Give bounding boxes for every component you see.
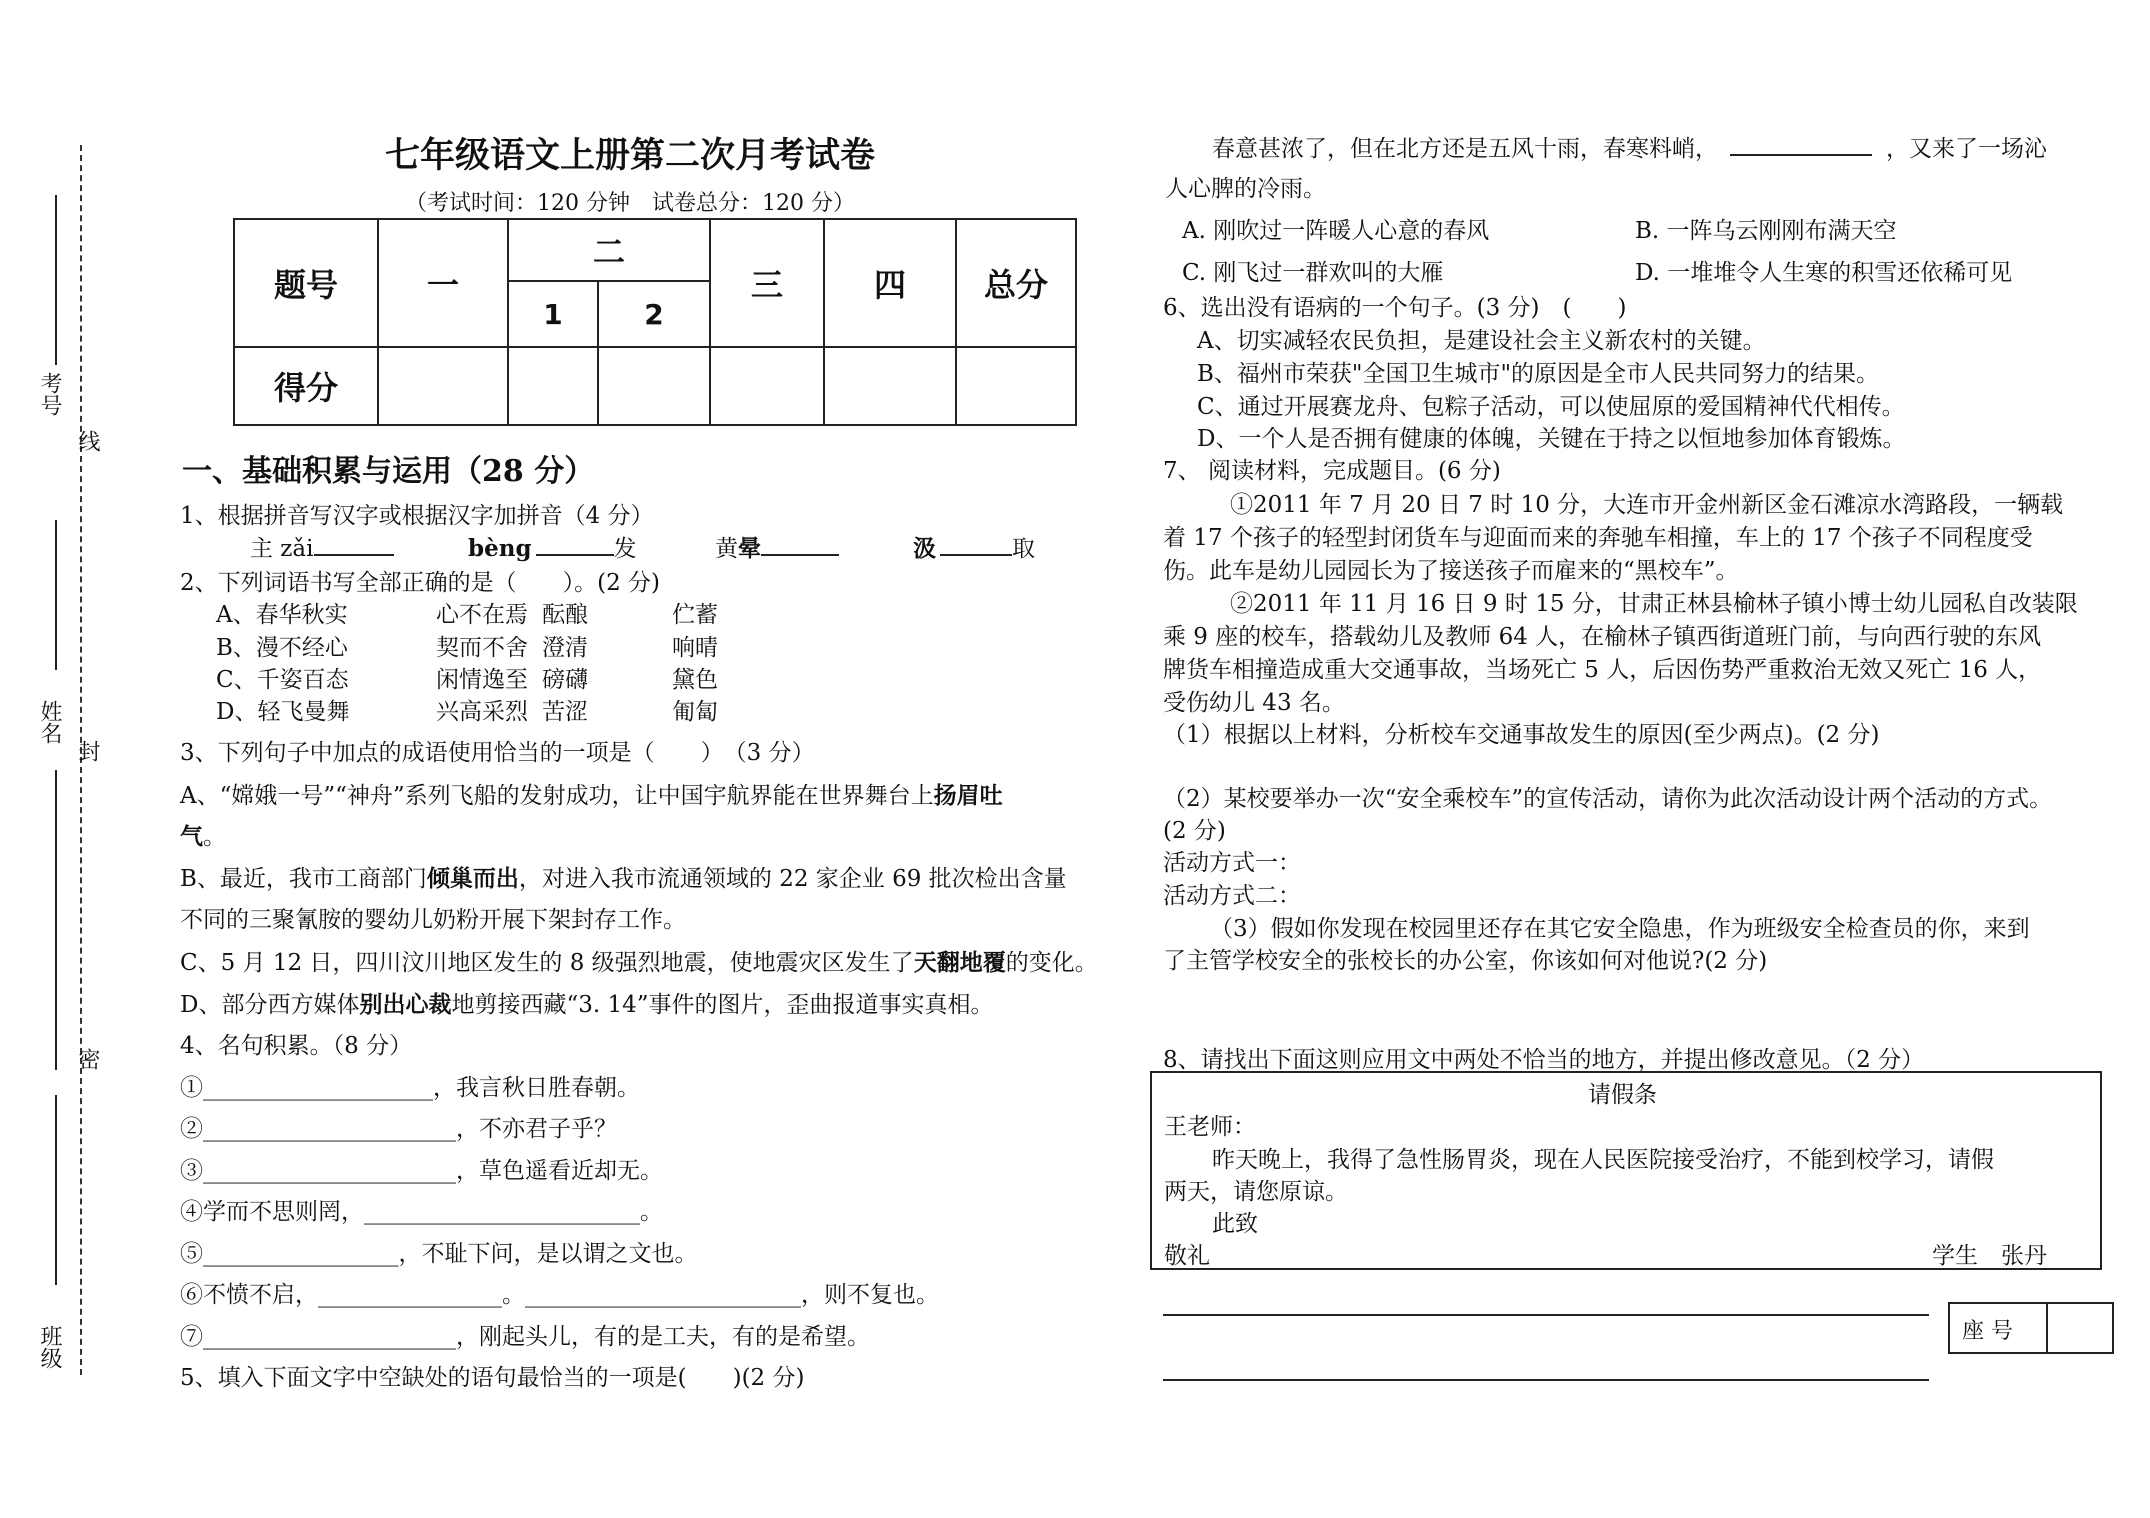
header-part-1: 一 <box>378 219 508 347</box>
q2-d-w4: 匍匐 <box>672 699 718 725</box>
q6-option-d[interactable]: D、一个人是否拥有健康的体魄，关键在于持之以恒地参加体育锻炼。 <box>1197 426 1906 452</box>
leave-note-body-line2: 两天，请您原谅。 <box>1164 1179 1348 1205</box>
q3-option-c[interactable] <box>180 944 1098 977</box>
q1-item-b-char: 发 <box>613 536 637 562</box>
q2-c-w2: 闲情逸至 <box>436 667 528 693</box>
seat-number-cell[interactable] <box>2046 1304 2112 1352</box>
q1-item-d <box>913 530 1035 563</box>
q3-option-b-cont: 不同的三聚氰胺的婴幼儿奶粉开展下架封存工作。 <box>180 907 686 933</box>
score-table <box>233 218 1077 426</box>
leave-note-regards: 敬礼 <box>1164 1243 1210 1269</box>
q7-subq-3-line2: 了主管学校安全的张校长的办公室，你该如何对他说?(2 分) <box>1163 948 1768 974</box>
binding-exam-no-label: 考号 <box>37 372 62 416</box>
q7-subq-2-line1: （2）某校要举办一次“安全乘校车”的宣传活动，请你为此次活动设计两个活动的方式。 <box>1163 786 2053 812</box>
q3-c-text1: C、5 月 12 日，四川汶川地区发生的 8 级强烈地震，使地震灾区发生了 <box>180 950 914 976</box>
name-top-blank <box>55 520 57 670</box>
q5-passage-line2: 人心脾的冷雨。 <box>1165 176 1326 202</box>
q6-option-b[interactable]: B、福州市荣获"全国卫生城市"的原因是全市人民共同努力的结果。 <box>1197 361 1880 387</box>
q7-material-1-line2: 着 17 个孩子的轻型封闭货车与迎面而来的奔驰车相撞，车上的 17 个孩子不同程度受 <box>1163 525 2033 551</box>
row-score-label: 得分 <box>234 347 378 425</box>
score-cell-total[interactable] <box>956 347 1076 425</box>
q6-option-a[interactable]: A、切实减轻农民负担，是建设社会主义新农村的关键。 <box>1197 328 1766 354</box>
q3-b-idiom: 倾巢而出 <box>426 865 519 892</box>
page-title: 七年级语文上册第二次月考试卷 <box>385 135 876 176</box>
header-total: 总分 <box>956 219 1076 347</box>
q3-b-text2: ，对进入我市流通领域的 22 家企业 69 批次检出含量 <box>518 866 1067 892</box>
q2-b-w4: 响晴 <box>672 635 718 661</box>
q7-material-2-line3: 牌货车相撞造成重大交通事故，当场死亡 5 人，后因伤势严重救治无效又死亡 16 人， <box>1163 657 2042 683</box>
score-cell-2-2[interactable] <box>598 347 710 425</box>
header-question-no: 题号 <box>234 219 378 347</box>
q3-b-text1: B、最近，我市工商部门 <box>180 866 427 892</box>
q2-b-w3: 澄清 <box>542 635 588 661</box>
seat-number-label: 座 号 <box>1962 1319 2013 1344</box>
activity-1-label: 活动方式一： <box>1163 850 1301 876</box>
header-part-2-sub-2: 2 <box>598 281 710 347</box>
score-cell-4[interactable] <box>824 347 956 425</box>
q7-material-2-line1: ②2011 年 11 月 16 日 9 时 15 分，甘肃正林县榆林子镇小博士幼儿园私自改装限 <box>1230 591 2078 617</box>
q5-passage-text1: 春意甚浓了，但在北方还是五风十雨，春寒料峭， <box>1212 136 1718 162</box>
q2-stem: 2、下列词语书写全部正确的是（ ）。(2 分) <box>180 570 661 596</box>
header-part-2: 二 <box>508 219 710 281</box>
q2-option-b[interactable] <box>216 629 718 662</box>
q6-stem: 6、选出没有语病的一个句子。(3 分) ( ) <box>1163 295 1627 321</box>
q1-item-a-text: 主 zǎi <box>250 536 314 562</box>
q4-stem: 4、名句积累。（8 分） <box>180 1033 413 1059</box>
name-blank <box>55 770 57 1070</box>
header-part-4: 四 <box>824 219 956 347</box>
leave-note-signature: 学生 张丹 <box>1932 1243 2047 1269</box>
q4-item-2[interactable]: ②______________________，不亦君子乎？ <box>180 1116 617 1142</box>
q3-d-text2: 地剪接西藏“3. 14”事件的图片，歪曲报道事实真相。 <box>451 992 994 1018</box>
q3-d-idiom: 别出心裁 <box>359 991 452 1018</box>
binding-seal-mark: 封 <box>75 740 100 762</box>
header-part-3: 三 <box>710 219 824 347</box>
q7-subq-3-line1: （3）假如你发现在校园里还存在其它安全隐患，作为班级安全检查员的你，来到 <box>1210 916 2030 942</box>
q7-stem: 7、 阅读材料，完成题目。(6 分) <box>1163 458 1501 484</box>
leave-note-body-line1: 昨天晚上，我得了急性肠胃炎，现在人民医院接受治疗，不能到校学习，请假 <box>1212 1147 1994 1173</box>
q3-option-a-cont <box>180 818 226 851</box>
q3-c-idiom: 天翻地覆 <box>913 949 1006 976</box>
q2-d-w2: 兴高采烈 <box>436 699 528 725</box>
q4-item-3[interactable]: ③______________________，草色遥看近却无。 <box>180 1158 663 1184</box>
answer-line-2[interactable] <box>1163 1379 1929 1381</box>
q1-item-b-blank[interactable] <box>536 554 614 556</box>
q2-option-c[interactable] <box>216 661 718 694</box>
q2-d-w3: 苦涩 <box>542 699 588 725</box>
answer-line-1[interactable] <box>1163 1314 1929 1316</box>
binding-secret-mark: 密 <box>75 1048 100 1070</box>
exam-info: （考试时间：120 分钟 试卷总分：120 分） <box>405 191 855 216</box>
class-blank <box>55 1095 57 1285</box>
q3-c-text2: 的变化。 <box>1005 950 1098 976</box>
binding-class-label: 班级 <box>37 1325 62 1369</box>
q5-passage-text2: ，又来了一场沁 <box>1886 136 2047 162</box>
q7-material-2-line4: 受伤幼儿 43 名。 <box>1163 690 1345 716</box>
q1-item-c <box>715 530 839 563</box>
score-cell-3[interactable] <box>710 347 824 425</box>
q2-b-w1: B、漫不经心 <box>216 635 348 661</box>
activity-2-label: 活动方式二： <box>1163 883 1301 909</box>
section-1-heading: 一、基础积累与运用（28 分） <box>182 454 595 489</box>
leave-note-closing: 此致 <box>1212 1211 1258 1237</box>
binding-line-mark: 线 <box>75 430 100 452</box>
q3-a-end: 。 <box>203 824 226 850</box>
q3-a-idiom-part1: 扬眉吐 <box>933 782 1003 809</box>
q5-option-d[interactable]: D. 一堆堆令人生寒的积雪还依稀可见 <box>1635 260 2013 286</box>
q5-passage-blank[interactable] <box>1730 154 1872 156</box>
leave-note-title: 请假条 <box>1588 1082 1657 1108</box>
q6-option-c[interactable]: C、通过开展赛龙舟、包粽子活动，可以使屈原的爱国精神代代相传。 <box>1197 394 1905 420</box>
q3-a-idiom-part2: 气 <box>180 823 203 850</box>
exam-no-blank <box>55 195 57 365</box>
q2-c-w3: 磅礴 <box>542 667 588 693</box>
q7-material-1-line1: ①2011 年 7 月 20 日 7 时 10 分，大连市开金州新区金石滩凉水湾路段，一辆载 <box>1230 492 2064 518</box>
q3-option-a[interactable] <box>180 777 1003 810</box>
q5-stem: 5、填入下面文字中空缺处的语句最恰当的一项是( )(2 分) <box>180 1365 805 1391</box>
q1-item-d-target: 汲 <box>913 535 936 562</box>
q1-stem: 1、根据拼音写汉字或根据汉字加拼音（4 分） <box>180 503 654 529</box>
q3-d-text1: D、部分西方媒体 <box>180 992 360 1018</box>
q8-stem: 8、请找出下面这则应用文中两处不恰当的地方，并提出修改意见。（2 分） <box>1163 1047 1925 1073</box>
q5-option-a[interactable]: A. 刚吹过一阵暖人心意的春风 <box>1182 218 1490 244</box>
header-part-2-sub-1: 1 <box>508 281 598 347</box>
q7-subq-1: （1）根据以上材料，分析校车交通事故发生的原因(至少两点)。(2 分) <box>1163 722 1880 748</box>
q1-item-d-blank[interactable] <box>940 554 1012 556</box>
q2-option-a[interactable] <box>216 596 718 629</box>
score-cell-2-1[interactable] <box>508 347 598 425</box>
q2-b-w2: 契而不舍 <box>436 635 528 661</box>
q1-item-d-char: 取 <box>1012 536 1035 562</box>
q1-item-b-pinyin: bèng <box>468 535 532 562</box>
q1-item-a-blank[interactable] <box>314 554 394 556</box>
q3-option-b[interactable] <box>180 860 1067 893</box>
q1-item-c-prefix: 黄 <box>715 536 738 562</box>
q4-item-6[interactable]: ⑥不愤不启，________________。________________________，则不复也。 <box>180 1282 939 1308</box>
q4-item-7[interactable]: ⑦______________________，刚起头儿，有的是工夫，有的是希望。 <box>180 1324 870 1350</box>
q7-subq-2-line2: (2 分) <box>1163 818 1226 844</box>
q2-d-w1: D、轻飞曼舞 <box>216 699 350 725</box>
q1-item-a <box>250 530 394 563</box>
q2-a-w3: 酝酿 <box>542 602 588 628</box>
q4-item-4[interactable]: ④学而不思则罔，________________________。 <box>180 1199 663 1225</box>
q3-stem: 3、下列句子中加点的成语使用恰当的一项是（ ） （3 分） <box>180 740 815 766</box>
q2-c-w1: C、千姿百态 <box>216 667 349 693</box>
q2-c-w4: 黛色 <box>672 667 718 693</box>
q1-item-c-target: 晕 <box>738 535 761 562</box>
score-cell-1[interactable] <box>378 347 508 425</box>
leave-note-salutation: 王老师： <box>1164 1114 1256 1140</box>
q4-item-1[interactable]: ①____________________，我言秋日胜春朝。 <box>180 1075 640 1101</box>
q7-material-1-line3: 伤。此车是幼儿园园长为了接送孩子而雇来的“黑校车”。 <box>1163 558 1739 584</box>
q3-option-d[interactable] <box>180 986 994 1019</box>
q2-a-w4: 伫蓄 <box>672 602 718 628</box>
q2-option-d[interactable] <box>216 693 718 726</box>
q7-material-2-line2: 乘 9 座的校车，搭载幼儿及教师 64 人，在榆林子镇西街道班门前，与向西行驶的东风 <box>1163 624 2042 650</box>
q1-item-c-blank[interactable] <box>761 554 839 556</box>
seat-number-box <box>1948 1302 2114 1354</box>
q1-item-b <box>468 530 637 563</box>
q2-a-w1: A、春华秋实 <box>216 602 348 628</box>
q3-a-text: A、“嫦娥一号”“神舟”系列飞船的发射成功，让中国宇航界能在世界舞台上 <box>180 783 934 809</box>
q5-passage-line1 <box>1212 130 2047 163</box>
leave-note-box <box>1150 1071 2102 1270</box>
q5-option-b[interactable]: B. 一阵乌云刚刚布满天空 <box>1635 218 1897 244</box>
q4-item-5[interactable]: ⑤_________________，不耻下问，是以谓之文也。 <box>180 1241 698 1267</box>
binding-name-label: 姓名 <box>37 700 62 744</box>
q2-a-w2: 心不在焉 <box>436 602 528 628</box>
q5-option-c[interactable]: C. 刚飞过一群欢叫的大雁 <box>1182 260 1444 286</box>
